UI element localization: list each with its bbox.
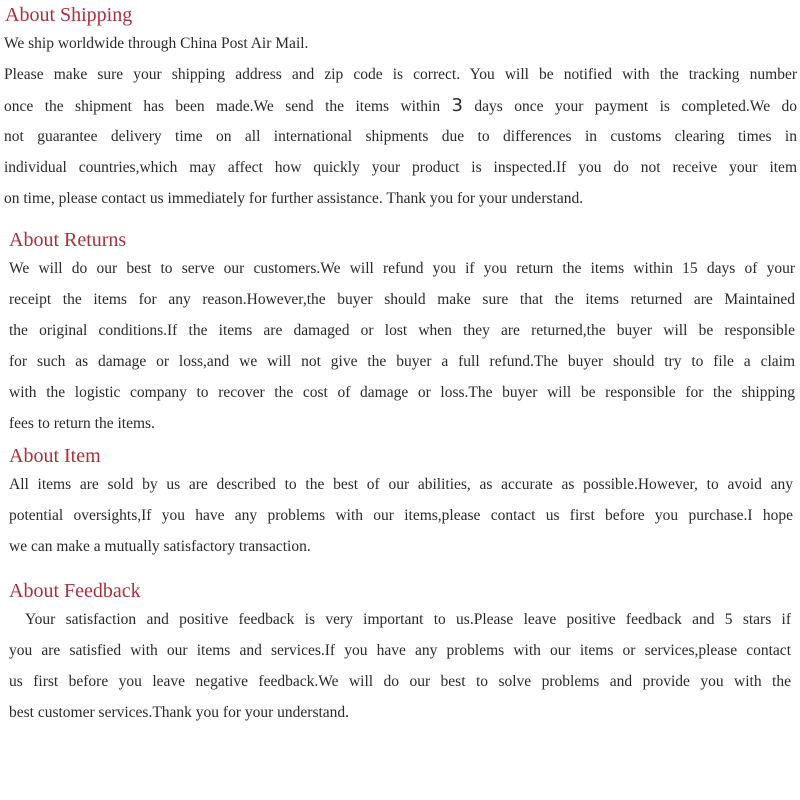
feedback-line-4: best customer services.Thank you for your understand. (9, 704, 350, 721)
returns-body (0, 253, 795, 439)
shipping-line-4: not guarantee delivery time on all international shipments due to differences in customs clearing times in (4, 128, 797, 145)
item-line-3: we can make a mutually satisfactory transaction. (9, 538, 311, 555)
shipping-line-2: Please make sure your shipping address and zip code is correct. You will be notified with the tracking number (4, 66, 797, 83)
shipping-days-value: 3 (451, 95, 463, 116)
returns-line-1: We will do our best to serve our customers.We will refund you if you return the items within 15 days of your (9, 260, 795, 277)
shipping-line-3-end: days once your payment is completed.We do (474, 98, 797, 115)
heading-about-shipping: About Shipping (5, 4, 133, 26)
shipping-line-3 (4, 90, 797, 121)
shipping-line-3-start: once the shipment has been made.We send the items within (4, 98, 441, 115)
feedback-line-2: you are satisfied with our items and services.If you have any problems with our items or services,please contact (9, 642, 791, 659)
returns-line-2: receipt the items for any reason.However,the buyer should make sure that the items returned are Maintained (9, 291, 795, 308)
feedback-line-3: us first before you leave negative feedback.We will do our best to solve problems and provide you with the (9, 673, 791, 690)
returns-line-5: with the logistic company to recover the cost of damage or loss.The buyer will be responsible for the shipping (9, 384, 795, 401)
section-about-feedback (0, 578, 800, 728)
shipping-line-6: on time, please contact us immediately for further assistance. Thank you for your understand. (4, 190, 584, 207)
shipping-body (0, 28, 797, 214)
shipping-line-5: individual countries,which may affect how quickly your product is inspected.If you do not receive your item (4, 159, 797, 176)
returns-line-4: for such as damage or loss,and we will not give the buyer a full refund.The buyer should try to file a claim (9, 353, 795, 370)
returns-line-3: the original conditions.If the items are damaged or lost when they are returned,the buyer will be responsible (9, 322, 795, 339)
returns-line-6: fees to return the items. (9, 415, 155, 432)
section-about-item (0, 443, 800, 562)
item-body (0, 469, 793, 562)
heading-about-item: About Item (9, 445, 101, 467)
section-about-shipping (0, 2, 800, 214)
heading-about-feedback: About Feedback (9, 580, 141, 602)
shipping-line-1: We ship worldwide through China Post Air Mail. (4, 35, 309, 52)
item-line-1: All items are sold by us are described to the best of our abilities, as accurate as possible.However, to avoid any (9, 476, 793, 493)
feedback-line-1: Your satisfaction and positive feedback is very important to us.Please leave positive feedback and 5 stars if (25, 611, 791, 628)
item-line-2: potential oversights,If you have any problems with our items,please contact us first before you purchase.I hope (9, 507, 793, 524)
heading-about-returns: About Returns (9, 229, 127, 251)
section-about-returns (0, 227, 800, 439)
feedback-body (0, 604, 791, 728)
